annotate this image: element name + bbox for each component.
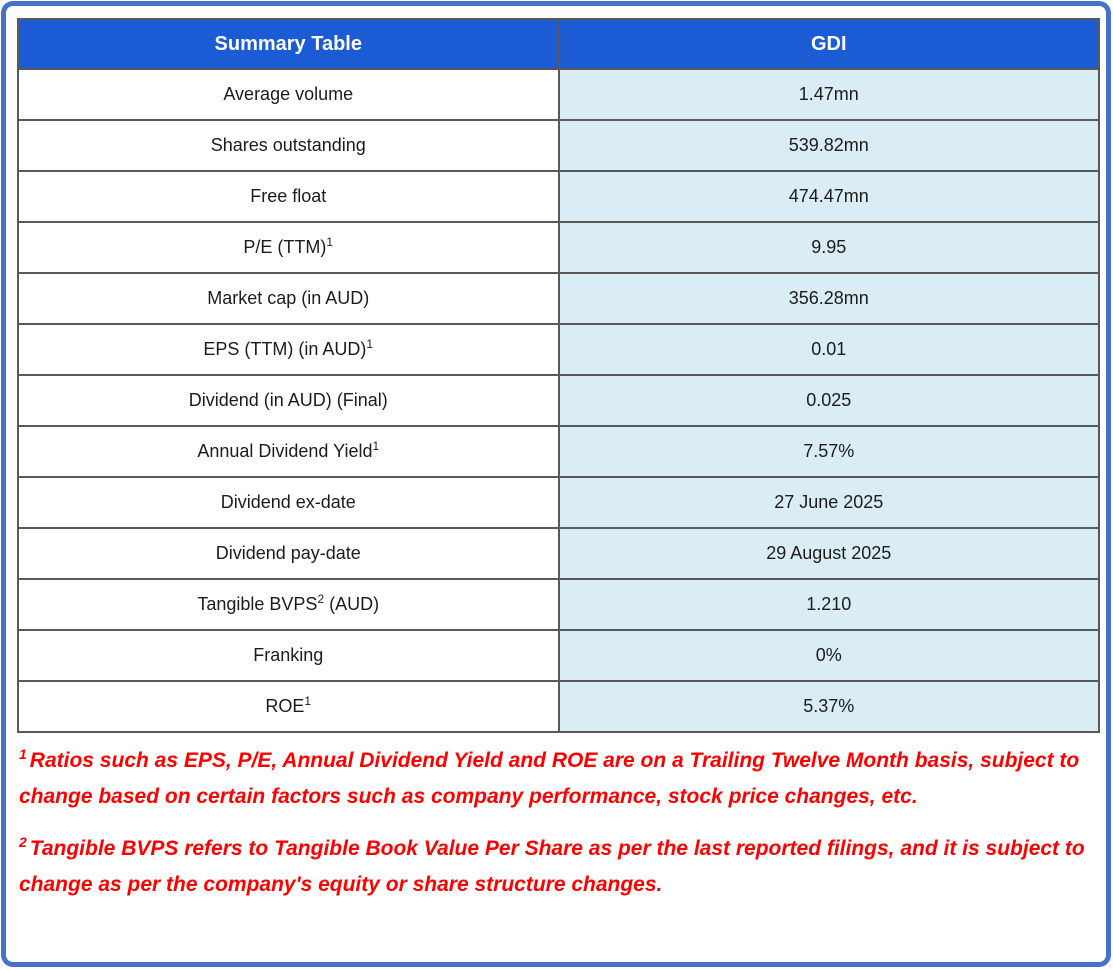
summary-table [17,18,1100,733]
row-label-text: Shares outstanding [210,135,366,155]
row-label [18,681,559,732]
table-row [18,477,1099,528]
row-label [18,69,559,120]
table-row [18,630,1099,681]
row-label [18,324,559,375]
footnote-ref: 1 [304,694,312,708]
footnote-ref: 1 [372,439,380,453]
row-label-text: Tangible BVPS [197,594,318,614]
footnote-1 [19,743,1092,815]
row-label [18,120,559,171]
footnote-2 [19,831,1092,903]
ticker-header: GDI [559,19,1100,69]
row-value: 356.28mn [559,273,1100,324]
table-header-row [18,19,1099,69]
table-row [18,273,1099,324]
footnote-1-marker: 1 [19,746,27,762]
table-row [18,375,1099,426]
table-row [18,426,1099,477]
row-value: 7.57% [559,426,1100,477]
row-label-text: EPS (TTM) (in AUD) [203,339,367,359]
row-value: 0.025 [559,375,1100,426]
row-label-text: Dividend pay-date [215,543,361,563]
row-value: 539.82mn [559,120,1100,171]
table-row [18,222,1099,273]
row-value: 27 June 2025 [559,477,1100,528]
row-value: 29 August 2025 [559,528,1100,579]
footnote-ref: 2 [317,592,325,606]
row-label-suffix: (AUD) [324,594,380,614]
table-row [18,528,1099,579]
row-label-text: P/E (TTM) [243,237,327,257]
row-value: 5.37% [559,681,1100,732]
row-value: 1.47mn [559,69,1100,120]
footnote-2-text: Tangible BVPS refers to Tangible Book Value Per Share as per the last reported filings, and it is subject to change as per the company's equity or share structure changes. [19,837,1085,897]
row-label [18,426,559,477]
row-label [18,222,559,273]
row-label [18,273,559,324]
row-label-text: Free float [250,186,327,206]
row-label [18,171,559,222]
footnotes-section [19,743,1092,903]
row-label-text: ROE [265,696,305,716]
row-value: 474.47mn [559,171,1100,222]
row-value: 0% [559,630,1100,681]
footnote-1-text: Ratios such as EPS, P/E, Annual Dividend Yield and ROE are on a Trailing Twelve Month basis, subject to change based on certain factors such as company performance, stock price changes, etc. [19,749,1080,809]
summary-table-header: Summary Table [18,19,559,69]
row-label [18,528,559,579]
footnote-ref: 1 [366,337,374,351]
row-label-text: Franking [253,645,324,665]
footnote-2-marker: 2 [19,834,27,851]
row-label [18,477,559,528]
row-label-text: Market cap (in AUD) [207,288,370,308]
row-value: 0.01 [559,324,1100,375]
table-row [18,681,1099,732]
row-label [18,375,559,426]
table-row [18,579,1099,630]
table-row [18,324,1099,375]
table-row [18,120,1099,171]
table-row [18,171,1099,222]
row-label-text: Annual Dividend Yield [197,441,373,461]
row-label-text: Average volume [223,84,354,104]
row-label-text: Dividend (in AUD) (Final) [188,390,388,410]
footnote-ref: 1 [326,235,334,249]
row-label [18,630,559,681]
row-value: 1.210 [559,579,1100,630]
report-card-frame [1,1,1111,967]
row-value: 9.95 [559,222,1100,273]
table-row [18,69,1099,120]
row-label-text: Dividend ex-date [220,492,356,512]
row-label [18,579,559,630]
